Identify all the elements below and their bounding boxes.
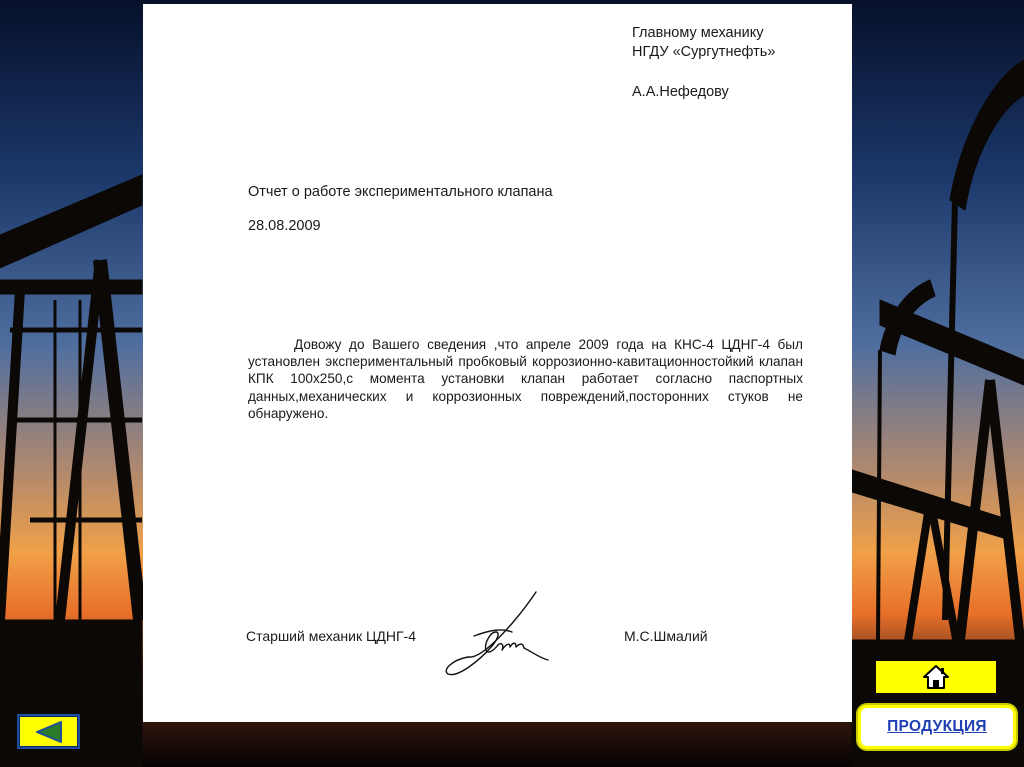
products-button[interactable]: [858, 705, 1016, 749]
recipient-line1: Главному механику: [632, 25, 764, 41]
handwritten-signature: [440, 588, 552, 678]
letter-title: Отчет о работе экспериментального клапана: [248, 184, 553, 200]
triangle-left-icon: [34, 720, 64, 744]
recipient-line2: НГДУ «Сургутнефть»: [632, 44, 776, 60]
home-icon: [922, 664, 950, 690]
recipient-block: [632, 24, 775, 102]
products-label: ПРОДУКЦИЯ: [887, 718, 987, 735]
back-button[interactable]: [17, 714, 80, 749]
recipient-name: А.А.Нефедову: [632, 84, 729, 100]
letter-date: 28.08.2009: [248, 218, 321, 234]
signer-position: Старший механик ЦДНГ-4: [246, 628, 416, 644]
home-button[interactable]: [876, 661, 996, 693]
signer-name: М.С.Шмалий: [624, 628, 708, 644]
letter-body: Довожу до Вашего сведения ,что апреле 2009 года на КНС-4 ЦДНГ-4 был установлен экспериментальный пробковый коррозионно-кавитационностойкий клапан КПК 100х250,с момента установки клапан работает согласно паспортных данных,механических и коррозионных повреждений,посторонних стуков не обнаружено.: [248, 337, 803, 421]
letter-document: [143, 4, 852, 722]
